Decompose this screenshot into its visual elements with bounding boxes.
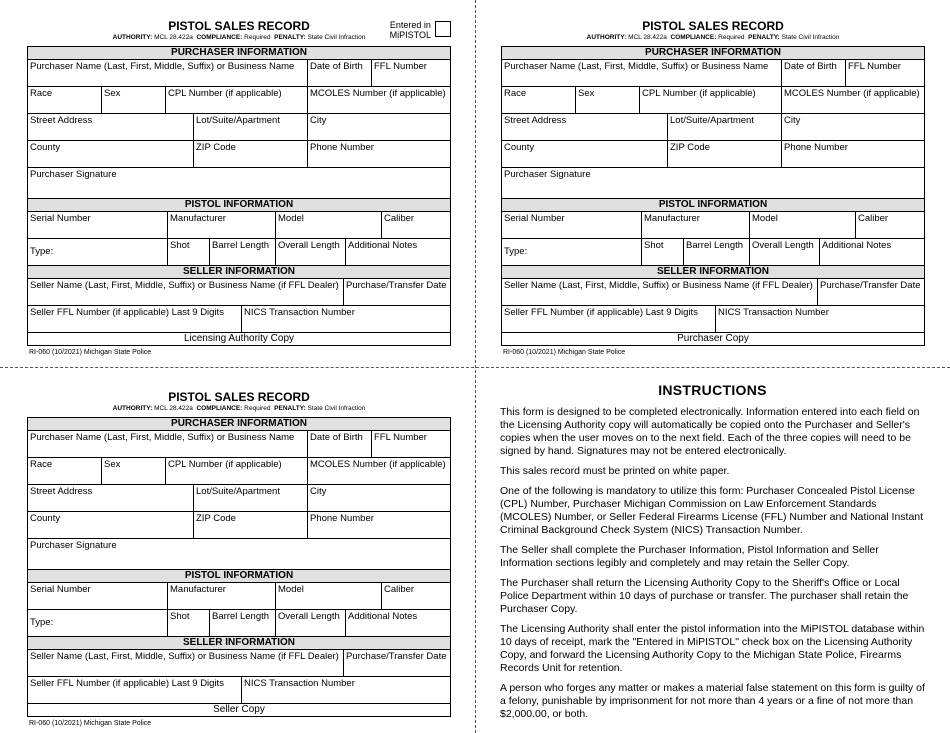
lot-suite-apartment-field[interactable]: Lot/Suite/Apartment (194, 485, 308, 511)
model-field[interactable]: Model (276, 583, 382, 609)
instructions-paragraph: A person who forges any matter or makes a material false statement on this form is guilty of a felony, punishable by imprisonment for not more than 4 years or a fine of not more than $2,000.00, or both. (500, 682, 925, 720)
pistol-section-header: PISTOL INFORMATION (502, 199, 924, 212)
pistol-section-header: PISTOL INFORMATION (28, 570, 450, 583)
instructions-paragraph: The Seller shall complete the Purchaser Information, Pistol Information and Seller Information sections legibly and completely and may retain the Seller Copy. (500, 544, 879, 569)
instructions-paragraph: This sales record must be printed on white paper. (500, 465, 730, 477)
seller-ffl-number-field[interactable]: Seller FFL Number (if applicable) Last 9 Digits (28, 306, 242, 332)
date-of-birth-field[interactable]: Date of Birth (308, 60, 372, 86)
instructions-title: INSTRUCTIONS (658, 382, 767, 398)
nics-transaction-number-field[interactable]: NICS Transaction Number (244, 307, 355, 318)
authority-line: AUTHORITY: MCL 28.422a COMPLIANCE: Required PENALTY: State Civil Infraction (586, 34, 840, 41)
barrel-length-field[interactable]: Barrel Length (684, 239, 750, 265)
seller-name-field[interactable]: Seller Name (Last, First, Middle, Suffix) or Business Name (if FFL Dealer) (502, 279, 818, 305)
model-field[interactable]: Model (750, 212, 856, 238)
purchase-transfer-date-field[interactable]: Purchase/Transfer Date (820, 280, 921, 291)
sex-field[interactable]: Sex (576, 87, 640, 113)
form-title: PISTOL SALES RECORD (168, 19, 310, 33)
date-of-birth-field[interactable]: Date of Birth (782, 60, 846, 86)
zip-code-field[interactable]: ZIP Code (194, 512, 308, 538)
county-field[interactable]: County (28, 512, 194, 538)
seller-copy-form (27, 390, 451, 727)
purchaser-signature-field[interactable]: Purchaser Signature (504, 169, 591, 180)
purchaser-signature-field[interactable]: Purchaser Signature (30, 540, 117, 551)
purchaser-section-header: PURCHASER INFORMATION (28, 47, 450, 60)
overall-length-field[interactable]: Overall Length (276, 610, 346, 636)
form-footer: RI-060 (10/2021) Michigan State Police (29, 720, 152, 727)
ffl-number-field[interactable]: FFL Number (848, 61, 901, 72)
street-address-field[interactable]: Street Address (28, 114, 194, 140)
cpl-number-field[interactable]: CPL Number (if applicable) (166, 458, 308, 484)
phone-number-field[interactable]: Phone Number (784, 142, 848, 153)
instructions-paragraph: The Purchaser shall return the Licensing Authority Copy to the Sheriff's Office or Local Police Department within 10 days of purchase or transfer. The purchaser shall retain the Purchaser Copy. (500, 577, 909, 615)
horizontal-cut-line (0, 367, 950, 368)
race-field[interactable]: Race (28, 87, 102, 113)
type-field[interactable]: Type: (502, 239, 642, 265)
seller-section-header: SELLER INFORMATION (502, 266, 924, 279)
caliber-field[interactable]: Caliber (858, 213, 889, 224)
city-field[interactable]: City (310, 115, 327, 126)
race-field[interactable]: Race (502, 87, 576, 113)
lot-suite-apartment-field[interactable]: Lot/Suite/Apartment (194, 114, 308, 140)
seller-ffl-number-field[interactable]: Seller FFL Number (if applicable) Last 9 Digits (28, 677, 242, 703)
overall-length-field[interactable]: Overall Length (276, 239, 346, 265)
barrel-length-field[interactable]: Barrel Length (210, 239, 276, 265)
form-header (27, 390, 451, 417)
additional-notes-field[interactable]: Additional Notes (348, 240, 418, 251)
phone-number-field[interactable]: Phone Number (310, 142, 374, 153)
form-footer: RI-060 (10/2021) Michigan State Police (29, 349, 152, 356)
overall-length-field[interactable]: Overall Length (750, 239, 820, 265)
cpl-number-field[interactable]: CPL Number (if applicable) (166, 87, 308, 113)
serial-number-field[interactable]: Serial Number (28, 583, 168, 609)
date-of-birth-field[interactable]: Date of Birth (308, 431, 372, 457)
mcoles-number-field[interactable]: MCOLES Number (if applicable) (310, 459, 446, 470)
county-field[interactable]: County (28, 141, 194, 167)
nics-transaction-number-field[interactable]: NICS Transaction Number (718, 307, 829, 318)
lot-suite-apartment-field[interactable]: Lot/Suite/Apartment (668, 114, 782, 140)
cpl-number-field[interactable]: CPL Number (if applicable) (640, 87, 782, 113)
seller-ffl-number-field[interactable]: Seller FFL Number (if applicable) Last 9 Digits (502, 306, 716, 332)
serial-number-field[interactable]: Serial Number (28, 212, 168, 238)
purchaser-copy-form (501, 19, 925, 356)
mcoles-number-field[interactable]: MCOLES Number (if applicable) (784, 88, 920, 99)
shot-field[interactable]: Shot (168, 239, 210, 265)
zip-code-field[interactable]: ZIP Code (194, 141, 308, 167)
form-header (27, 19, 451, 46)
street-address-field[interactable]: Street Address (502, 114, 668, 140)
city-field[interactable]: City (784, 115, 801, 126)
nics-transaction-number-field[interactable]: NICS Transaction Number (244, 678, 355, 689)
zip-code-field[interactable]: ZIP Code (668, 141, 782, 167)
form-footer: RI-060 (10/2021) Michigan State Police (503, 349, 626, 356)
copy-label: Licensing Authority Copy (183, 333, 295, 344)
purchaser-signature-field[interactable]: Purchaser Signature (30, 169, 117, 180)
authority-line: AUTHORITY: MCL 28.422a COMPLIANCE: Required PENALTY: State Civil Infraction (112, 405, 366, 412)
phone-number-field[interactable]: Phone Number (310, 513, 374, 524)
additional-notes-field[interactable]: Additional Notes (348, 611, 418, 622)
manufacturer-field[interactable]: Manufacturer (168, 212, 276, 238)
purchaser-section-header: PURCHASER INFORMATION (502, 47, 924, 60)
race-field[interactable]: Race (28, 458, 102, 484)
instructions-paragraph: One of the following is mandatory to utilize this form: Purchaser Concealed Pistol License (CPL) Number, Purchaser Michigan Commission on Law Enforcement Standards (MCOLES) Number, or Seller Federal Firearms License (FFL) Number and National Instant Criminal Background Check System (NICS) Transaction Number. (500, 485, 924, 536)
instructions-paragraph: The Licensing Authority shall enter the pistol information into the MiPISTOL database within 10 days of receipt, mark the "Entered in MiPISTOL" check box on the Licensing Authority Copy, and forward the Licensing Authority Copy to the Michigan State Police, Firearms Records Unit for retention. (500, 623, 925, 674)
model-field[interactable]: Model (276, 212, 382, 238)
instructions-panel (500, 382, 925, 728)
mcoles-number-field[interactable]: MCOLES Number (if applicable) (310, 88, 446, 99)
barrel-length-field[interactable]: Barrel Length (210, 610, 276, 636)
authority-line: AUTHORITY: MCL 28.422a COMPLIANCE: Required PENALTY: State Civil Infraction (112, 34, 366, 41)
purchase-transfer-date-field[interactable]: Purchase/Transfer Date (346, 651, 447, 662)
form-header (501, 19, 925, 46)
purchaser-section-header: PURCHASER INFORMATION (28, 418, 450, 431)
form-grid (501, 46, 925, 346)
purchaser-name-field[interactable]: Purchaser Name (Last, First, Middle, Suffix) or Business Name (28, 60, 308, 86)
caliber-field[interactable]: Caliber (384, 213, 415, 224)
copy-label: Seller Copy (213, 704, 265, 715)
form-grid (27, 417, 451, 717)
licensing-authority-form (27, 19, 451, 356)
purchase-transfer-date-field[interactable]: Purchase/Transfer Date (346, 280, 447, 291)
type-field[interactable]: Type: (28, 239, 168, 265)
purchaser-name-field[interactable]: Purchaser Name (Last, First, Middle, Suffix) or Business Name (502, 60, 782, 86)
form-grid (27, 46, 451, 346)
shot-field[interactable]: Shot (642, 239, 684, 265)
entered-in-mipistol-checkbox[interactable] (435, 21, 451, 37)
serial-number-field[interactable]: Serial Number (502, 212, 642, 238)
city-field[interactable]: City (310, 486, 327, 497)
sex-field[interactable]: Sex (102, 87, 166, 113)
street-address-field[interactable]: Street Address (28, 485, 194, 511)
pistol-section-header: PISTOL INFORMATION (28, 199, 450, 212)
caliber-field[interactable]: Caliber (384, 584, 415, 595)
purchaser-name-field[interactable]: Purchaser Name (Last, First, Middle, Suffix) or Business Name (28, 431, 308, 457)
county-field[interactable]: County (502, 141, 668, 167)
entered-label-line1: Entered in (389, 20, 431, 30)
manufacturer-field[interactable]: Manufacturer (642, 212, 750, 238)
copy-label: Purchaser Copy (677, 333, 749, 344)
instructions-paragraph: This form is designed to be completed electronically. Information entered into each field on the Licensing Authority copy will automatically be copied onto the Purchaser and Seller's copies when the user moves on to the next field. Each of the three copies will need to be signed by hand. Signatures may not be entered electronically. (500, 406, 920, 457)
seller-section-header: SELLER INFORMATION (28, 637, 450, 650)
manufacturer-field[interactable]: Manufacturer (168, 583, 276, 609)
entered-label-line2: MiPISTOL (389, 30, 431, 40)
ffl-number-field[interactable]: FFL Number (374, 432, 427, 443)
form-title: PISTOL SALES RECORD (168, 390, 310, 404)
additional-notes-field[interactable]: Additional Notes (822, 240, 892, 251)
form-title: PISTOL SALES RECORD (642, 19, 784, 33)
seller-name-field[interactable]: Seller Name (Last, First, Middle, Suffix) or Business Name (if FFL Dealer) (28, 279, 344, 305)
type-field[interactable]: Type: (28, 610, 168, 636)
shot-field[interactable]: Shot (168, 610, 210, 636)
ffl-number-field[interactable]: FFL Number (374, 61, 427, 72)
seller-name-field[interactable]: Seller Name (Last, First, Middle, Suffix) or Business Name (if FFL Dealer) (28, 650, 344, 676)
seller-section-header: SELLER INFORMATION (28, 266, 450, 279)
sex-field[interactable]: Sex (102, 458, 166, 484)
